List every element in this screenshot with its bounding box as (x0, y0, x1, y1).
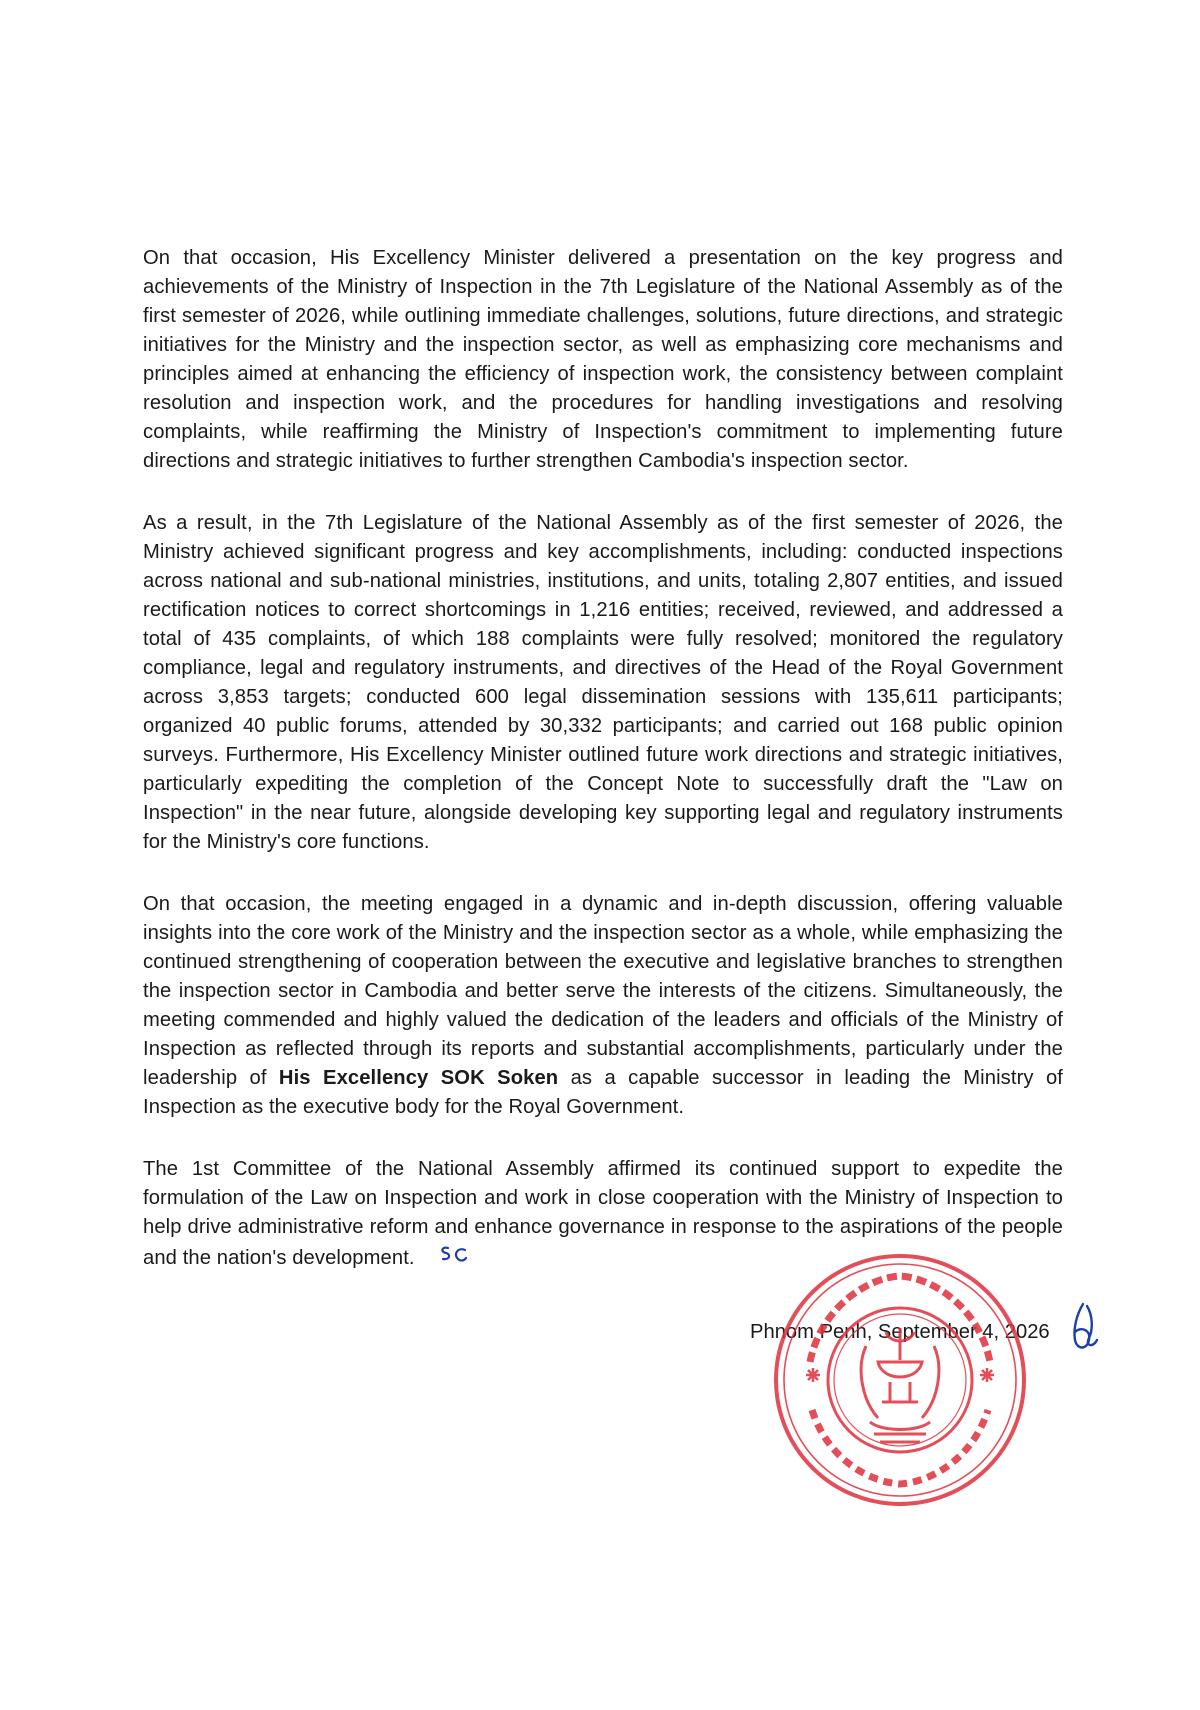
signature-flourish-icon (1063, 1300, 1103, 1356)
initials-mark-icon (438, 1242, 468, 1275)
paragraph-discussion (143, 890, 1063, 1122)
paragraph-text: The 1st Committee of the National Assembly affirmed its continued support to expedite the formulation of the Law on Inspection and work in close cooperation with the Ministry of Inspection to help drive administrative reform and enhance governance in response to the aspirations of the people and the nation's development. (143, 1158, 1063, 1269)
paragraph-text: On that occasion, the meeting engaged in a dynamic and in-depth discussion, offering valuable insights into the core work of the Ministry and the inspection sector as a whole, while emphasizing the continued strengthening of cooperation between the executive and legislative branches to strengthen the inspection sector in Cambodia and better serve the interests of the citizens. Simultaneously, the meeting commended and highly valued the dedication of the leaders and officials of the Ministry of Inspection as reflected through its reports and substantial accomplishments, particularly under the leadership of (143, 893, 1063, 1089)
paragraph-achievements (143, 509, 1063, 857)
place-date-line: Phnom Penh, September 4, 2026 (750, 1321, 1050, 1343)
document-body (143, 244, 1063, 1308)
minister-name: His Excellency SOK Soken (278, 1067, 559, 1089)
paragraph-presentation (143, 244, 1063, 476)
paragraph-text: On that occasion, His Excellency Minister delivered a presentation on the key progress and achievements of the Ministry of Inspection in the 7th Legislature of the National Assembly as of the first semester of 2026, while outlining immediate challenges, solutions, future directions, and strategic initiatives for the Ministry and the inspection sector, as well as emphasizing core mechanisms and principles aimed at enhancing the efficiency of inspection work, the consistency between complaint resolution and inspection work, and the procedures for handling investigations and resolving complaints, while reaffirming the Ministry of Inspection's commitment to implementing future directions and strategic initiatives to further strengthen Cambodia's inspection sector. (143, 247, 1063, 472)
paragraph-text: As a result, in the 7th Legislature of the National Assembly as of the first semester of 2026, the Ministry achieved significant progress and key accomplishments, including: conducted inspections across national and sub-national ministries, institutions, and units, totaling 2,807 entities, and issued rectification notices to correct shortcomings in 1,216 entities; received, reviewed, and addressed a total of 435 complaints, of which 188 complaints were fully resolved; monitored the regulatory compliance, legal and regulatory instruments, and directives of the Head of the Royal Government across 3,853 targets; conducted 600 legal dissemination sessions with 135,611 participants; organized 40 public forums, attended by 30,332 participants; and carried out 168 public opinion surveys. Furthermore, His Excellency Minister outlined future work directions and strategic initiatives, particularly expediting the completion of the Concept Note to successfully draft the "Law on Inspection" in the near future, alongside developing key supporting legal and regulatory instruments for the Ministry's core functions. (143, 512, 1063, 853)
official-seal-icon (770, 1250, 1030, 1510)
paragraph-text: as a capable successor in leading the Ministry of Inspection as the executive body for the Royal Government. (143, 1067, 1063, 1118)
